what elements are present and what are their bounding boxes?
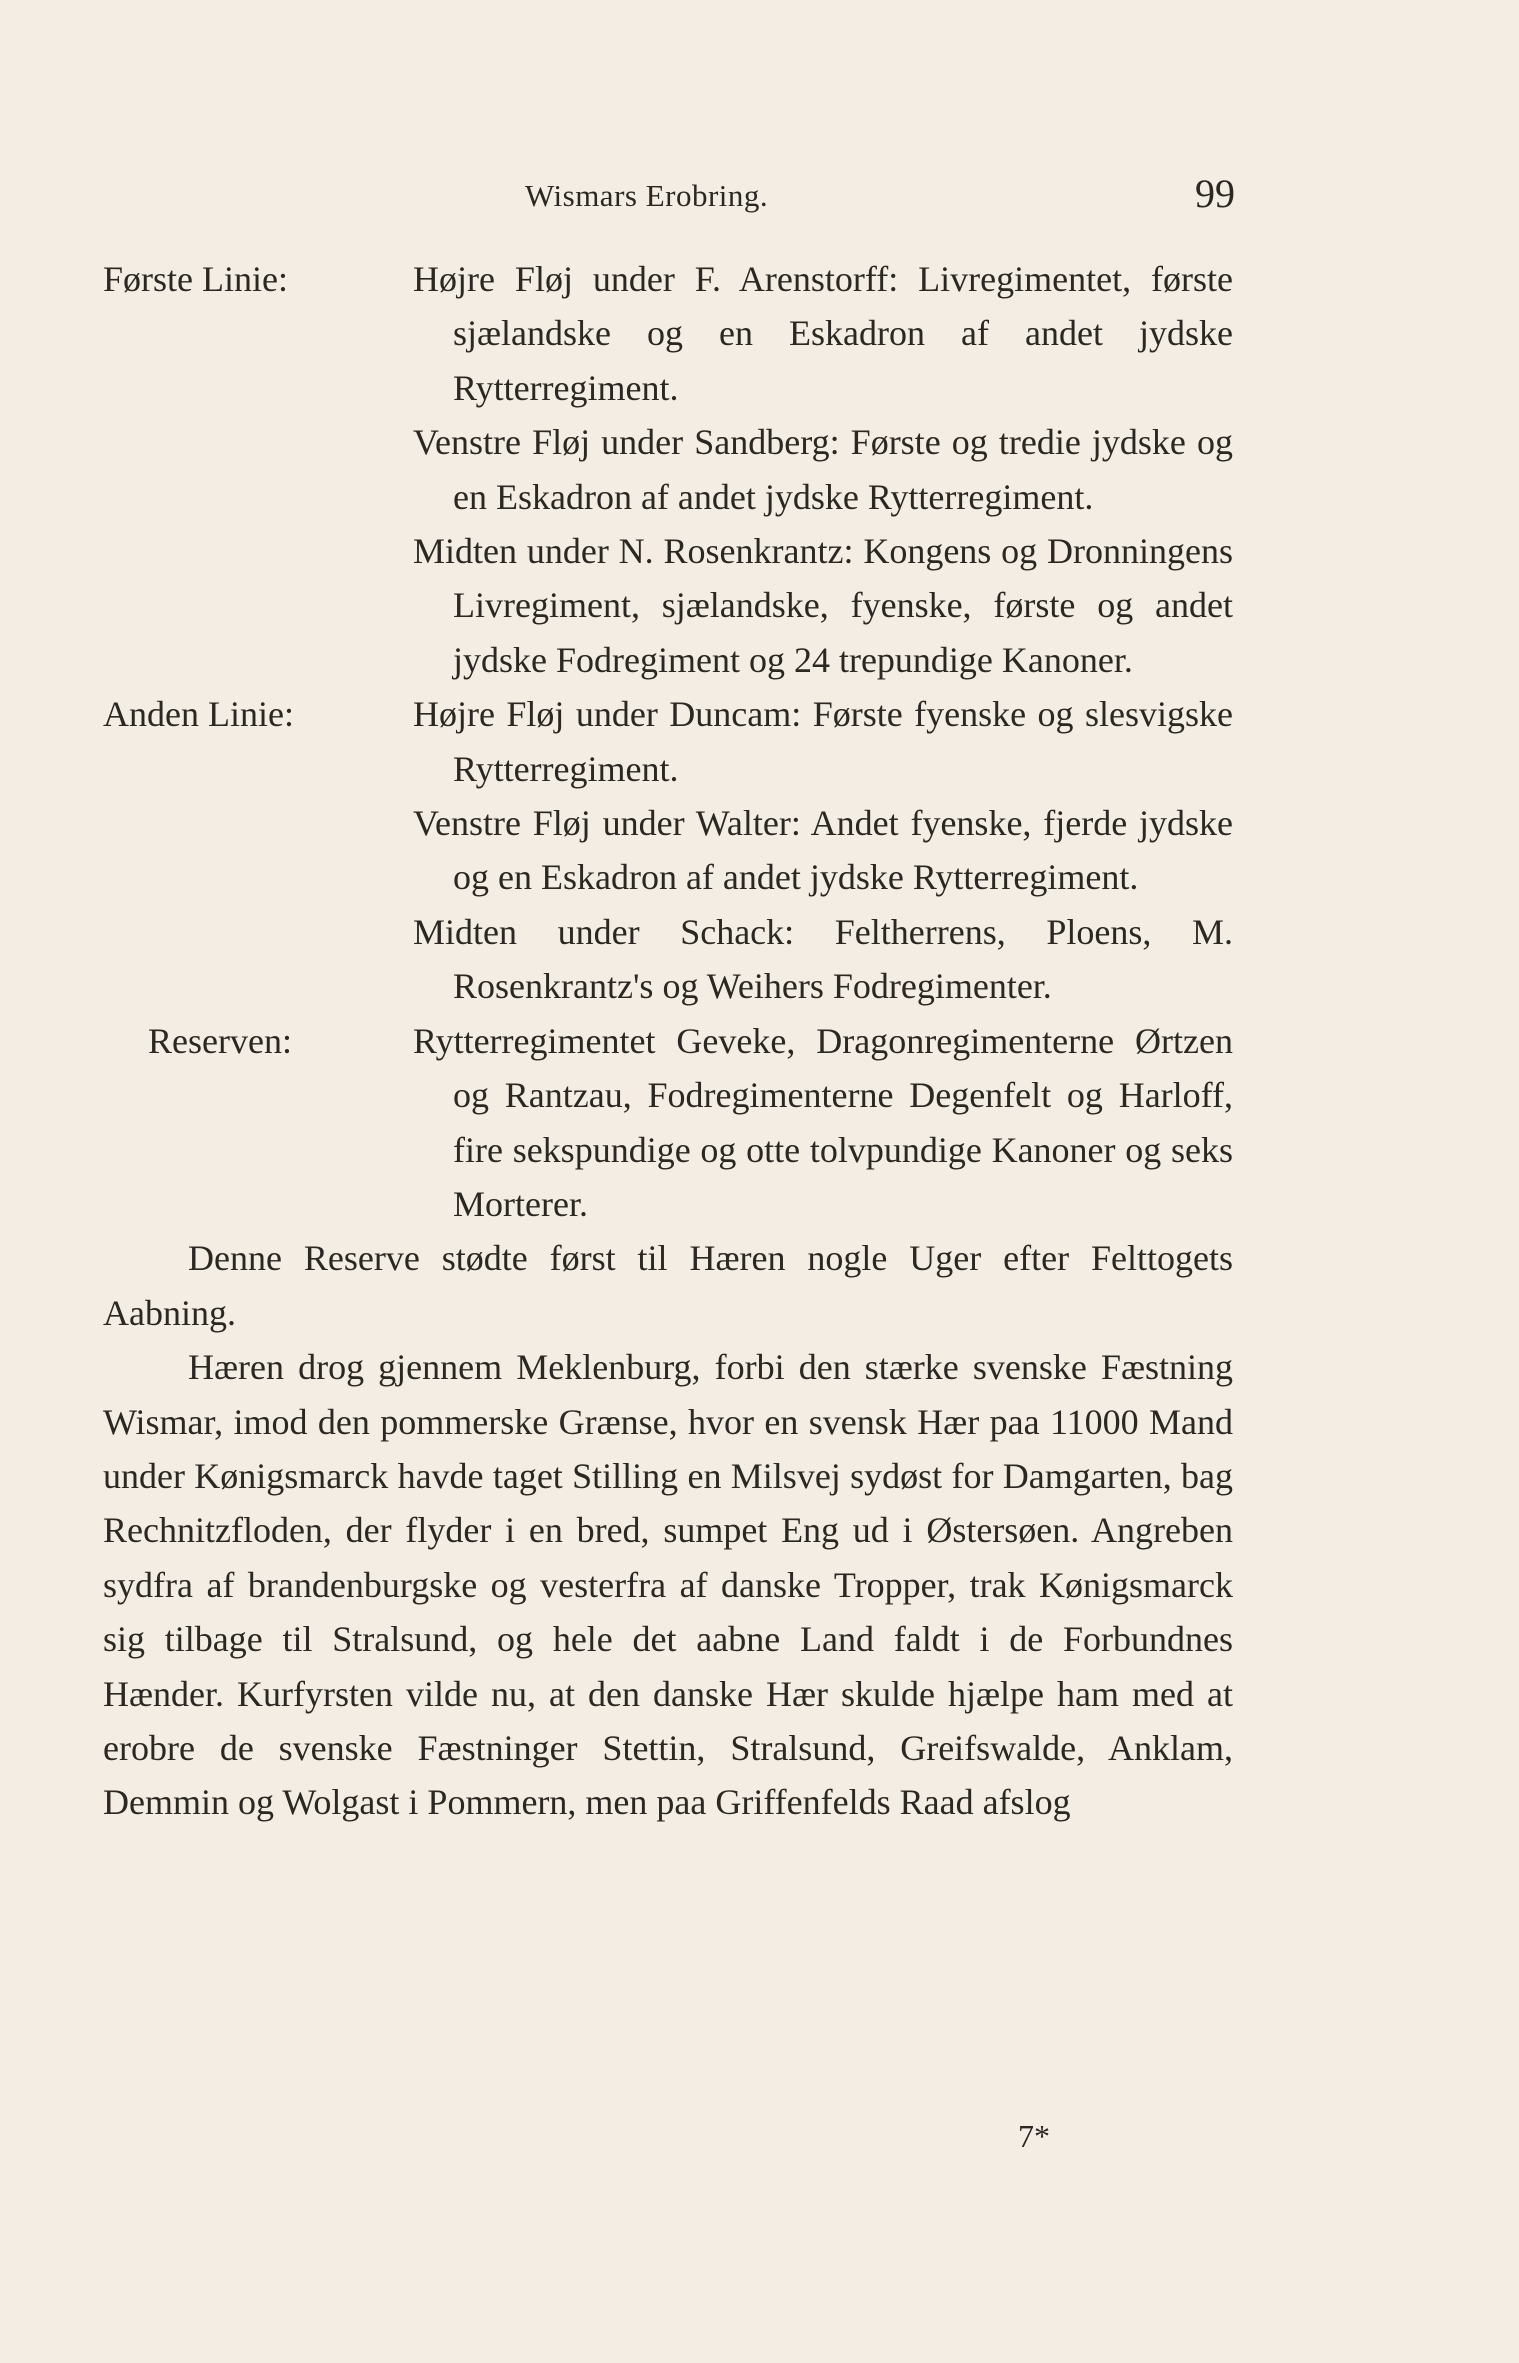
running-title: Wismars Erobring. [525, 178, 769, 213]
paragraph: Denne Reserve stødte først til Hæren nogle Uger efter Felttogets Aabning. [103, 1238, 1233, 1333]
battle-reserve [103, 1014, 1233, 1232]
battle-line-label: Anden Linie: [103, 694, 294, 735]
page-header [525, 170, 1235, 230]
left-wing-entry: Venstre Fløj under Sandberg: Første og tredie jydske og en Eskadron af andet jydske Rytterregiment. [413, 422, 1233, 517]
battle-line-second [103, 687, 1233, 1013]
battle-line-label: Første Linie: [103, 259, 288, 299]
page-body [103, 252, 1233, 1830]
battle-line-label: Reserven: [148, 1020, 292, 1061]
center-entry: Midten under N. Rosenkrantz: Kongens og Dronningens Livregiment, sjælandske, fyenske, første og andet jydske Fodregiment og 24 trepundige Kanoner. [413, 531, 1233, 680]
right-wing-entry: Højre Fløj under Duncam: Første fyenske og slesvigske Rytterregiment. [413, 694, 1233, 789]
center-entry: Midten under Schack: Feltherrens, Ploens, M. Rosenkrantz's og Weihers Fodregimenter. [413, 911, 1233, 1007]
left-wing-entry: Venstre Fløj under Walter: Andet fyenske, fjerde jydske og en Eskadron af andet jydske Rytterregiment. [413, 803, 1233, 898]
battle-line-first [103, 252, 1233, 687]
signature-mark: 7* [1018, 2118, 1050, 2154]
right-wing-entry: Højre Fløj under F. Arenstorff: Livregimentet, første sjælandske og en Eskadron af andet jydske Rytterregiment. [413, 259, 1233, 408]
paragraph: Hæren drog gjennem Meklenburg, forbi den stærke svenske Fæstning Wismar, imod den pommerske Grænse, hvor en svensk Hær paa 11000 Mand under Kønigsmarck havde taget Stilling en Milsvej sydøst for Damgarten, bag Rechnitzfloden, der flyder i en bred, sumpet Eng ud i Østersøen. Angreben sydfra af brandenburgske og vesterfra af danske Tropper, trak Kønigsmarck sig tilbage til Stralsund, og hele det aabne Land faldt i de Forbundnes Hænder. Kurfyrsten vilde nu, at den danske Hær skulde hjælpe ham med at erobre de svenske Fæstninger Stettin, Stralsund, Greifswalde, Anklam, Demmin og Wolgast i Pommern, men paa Griffenfelds Raad afslog [103, 1347, 1233, 1823]
reserve-entry: Rytterregimentet Geveke, Dragonregimenterne Ørtzen og Rantzau, Fodregimenterne Degenfelt og Harloff, fire sekspundige og otte tolvpundige Kanoner og seks Morterer. [413, 1020, 1233, 1224]
page-number: 99 [1195, 171, 1235, 216]
